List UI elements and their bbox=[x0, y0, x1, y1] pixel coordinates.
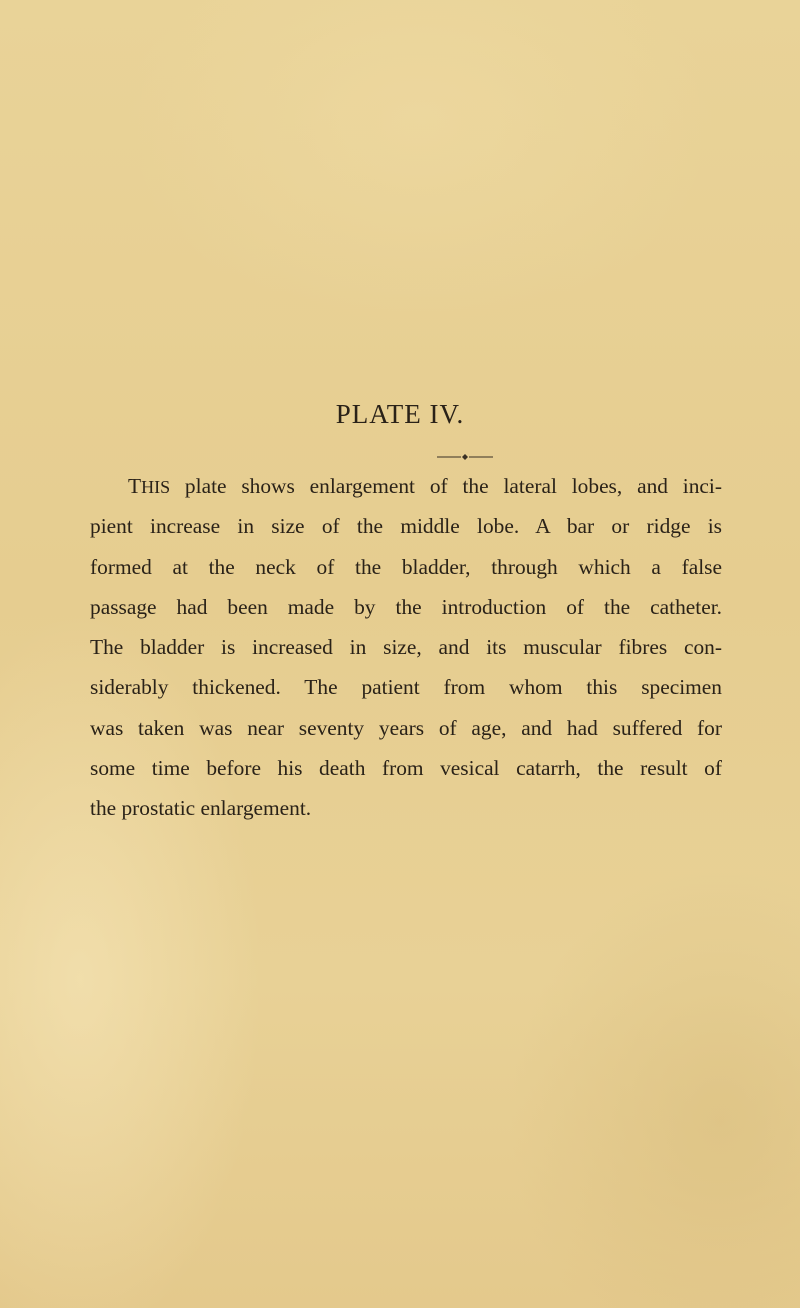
text-line: passage had been made by the introduction of the catheter. bbox=[90, 594, 722, 619]
text-line: The bladder is increased in size, and its muscular fibres con- bbox=[90, 635, 722, 660]
text-line: some time before his death from vesical catarrh, the result of bbox=[90, 756, 722, 781]
text-line: siderably thickened. The patient from whom this specimen bbox=[90, 675, 722, 700]
text-line: the prostatic enlargement. bbox=[90, 796, 312, 821]
diamond-rule-icon bbox=[437, 453, 493, 461]
text-line: formed at the neck of the bladder, through which a false bbox=[90, 554, 722, 579]
text-line: pient increase in size of the middle lobe. A bar or ridge is bbox=[90, 514, 722, 539]
divider-ornament bbox=[0, 453, 800, 461]
text-line: THIS plate shows enlargement of the lateral lobes, and inci- bbox=[128, 474, 722, 498]
plate-description bbox=[90, 466, 722, 829]
text-line: was taken was near seventy years of age, and had suffered for bbox=[90, 715, 722, 740]
plate-heading: PLATE IV. bbox=[335, 399, 465, 429]
